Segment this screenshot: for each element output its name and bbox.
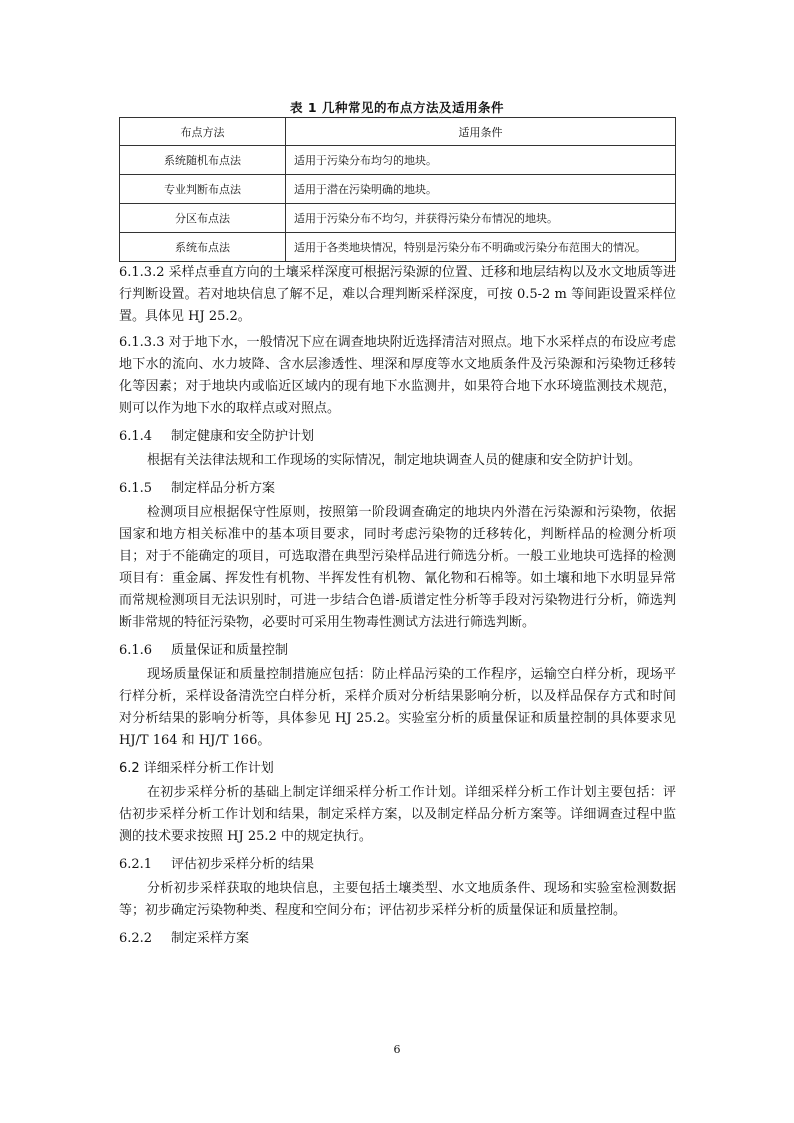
section-title: 评估初步采样分析的结果 <box>171 857 315 872</box>
paragraph-6-2-1: 分析初步采样获取的地块信息，主要包括土壤类型、水文地质条件、现场和实验室检测数据等；初步确定污染物种类、程度和空间分布；评估初步采样分析的质量保证和质量控制。 <box>119 881 676 918</box>
body-text <box>119 262 676 952</box>
section-heading-6-2-2 <box>119 928 676 950</box>
section-number: 6.2.1 <box>119 857 153 872</box>
table-header-condition: 适用条件 <box>286 118 676 146</box>
table-header-method: 布点方法 <box>120 118 286 146</box>
sampling-methods-table <box>119 117 676 262</box>
table-caption: 表 1 几种常见的布点方法及适用条件 <box>290 100 504 115</box>
section-title: 制定健康和安全防护计划 <box>171 429 315 444</box>
table-cell-condition: 适用于污染分布不均匀，并获得污染分布情况的地块。 <box>286 204 676 233</box>
section-heading-6-2: 6.2 详细采样分析工作计划 <box>119 761 274 776</box>
table-cell-condition: 适用于潜在污染明确的地块。 <box>286 175 676 204</box>
section-heading-6-1-5 <box>119 478 676 500</box>
paragraph-6-1-5: 检测项目应根据保守性原则，按照第一阶段调查确定的地块内外潜在污染源和污染物，依据国家和地方相关标准中的基本项目要求，同时考虑污染物的迁移转化，判断样品的检测分析项目；对于不能确定的项目，可选取潜在典型污染样品进行筛选分析。一般工业地块可选择的检测项目有：重金属、挥发性有机物、半挥发性有机物、氰化物和石棉等。如土壤和地下水明显异常而常规检测项目无法识别时，可进一步结合色谱-质谱定性分析等手段对污染物进行分析，筛选判断非常规的特征污染物，必要时可采用生物毒性测试方法进行筛选判断。 <box>119 505 676 630</box>
paragraph-6-1-3-2: 6.1.3.2 采样点垂直方向的土壤采样深度可根据污染源的位置、迁移和地层结构以及水文地质等进行判断设置。若对地块信息了解不足，难以合理判断采样深度，可按 0.5-2 m 等间距设置采样位置。具体见 HJ 25.2。 <box>119 265 676 324</box>
table-cell-method: 系统布点法 <box>120 233 286 262</box>
table-header-row <box>120 118 676 146</box>
section-heading-6-2-1 <box>119 854 676 876</box>
section-heading-6-1-4 <box>119 426 676 448</box>
paragraph-6-1-4: 根据有关法律法规和工作现场的实际情况，制定地块调查人员的健康和安全防护计划。 <box>147 453 642 468</box>
table-cell-method: 系统随机布点法 <box>120 146 286 175</box>
table-row <box>120 233 676 262</box>
paragraph-6-1-3-3: 6.1.3.3 对于地下水，一般情况下应在调查地块附近选择清洁对照点。地下水采样点的布设应考虑地下水的流向、水力坡降、含水层渗透性、埋深和厚度等水文地质条件及污染源和污染物迁移转化等因素；对于地块内或临近区域内的现有地下水监测井，如果符合地下水环境监测技术规范，则可以作为地下水的取样点或对照点。 <box>119 335 676 416</box>
table-cell-method: 分区布点法 <box>120 204 286 233</box>
table-cell-condition: 适用于污染分布均匀的地块。 <box>286 146 676 175</box>
paragraph-6-1-6: 现场质量保证和质量控制措施应包括：防止样品污染的工作程序，运输空白样分析，现场平行样分析，采样设备清洗空白样分析，采样介质对分析结果影响分析，以及样品保存方式和时间对分析结果的影响分析等，具体参见 HJ 25.2。实验室分析的质量保证和质量控制的具体要求见 HJ/T 164 和 HJ/T 166。 <box>119 667 676 748</box>
table-row <box>120 204 676 233</box>
section-heading-6-1-6 <box>119 640 676 662</box>
section-number: 6.1.5 <box>119 481 153 496</box>
table-row <box>120 146 676 175</box>
section-title: 制定样品分析方案 <box>171 481 276 496</box>
table-cell-condition: 适用于各类地块情况，特别是污染分布不明确或污染分布范围大的情况。 <box>286 233 676 262</box>
section-title: 质量保证和质量控制 <box>171 643 289 658</box>
section-title: 制定采样方案 <box>171 931 250 946</box>
section-number: 6.1.4 <box>119 429 153 444</box>
table-row <box>120 175 676 204</box>
paragraph-6-2: 在初步采样分析的基础上制定详细采样分析工作计划。详细采样分析工作计划主要包括：评估初步采样分析工作计划和结果，制定采样方案，以及制定样品分析方案等。详细调查过程中监测的技术要求按照 HJ 25.2 中的规定执行。 <box>119 785 676 844</box>
table-cell-method: 专业判断布点法 <box>120 175 286 204</box>
page-number: 6 <box>393 1043 401 1056</box>
section-number: 6.1.6 <box>119 643 153 658</box>
section-number: 6.2.2 <box>119 931 153 946</box>
